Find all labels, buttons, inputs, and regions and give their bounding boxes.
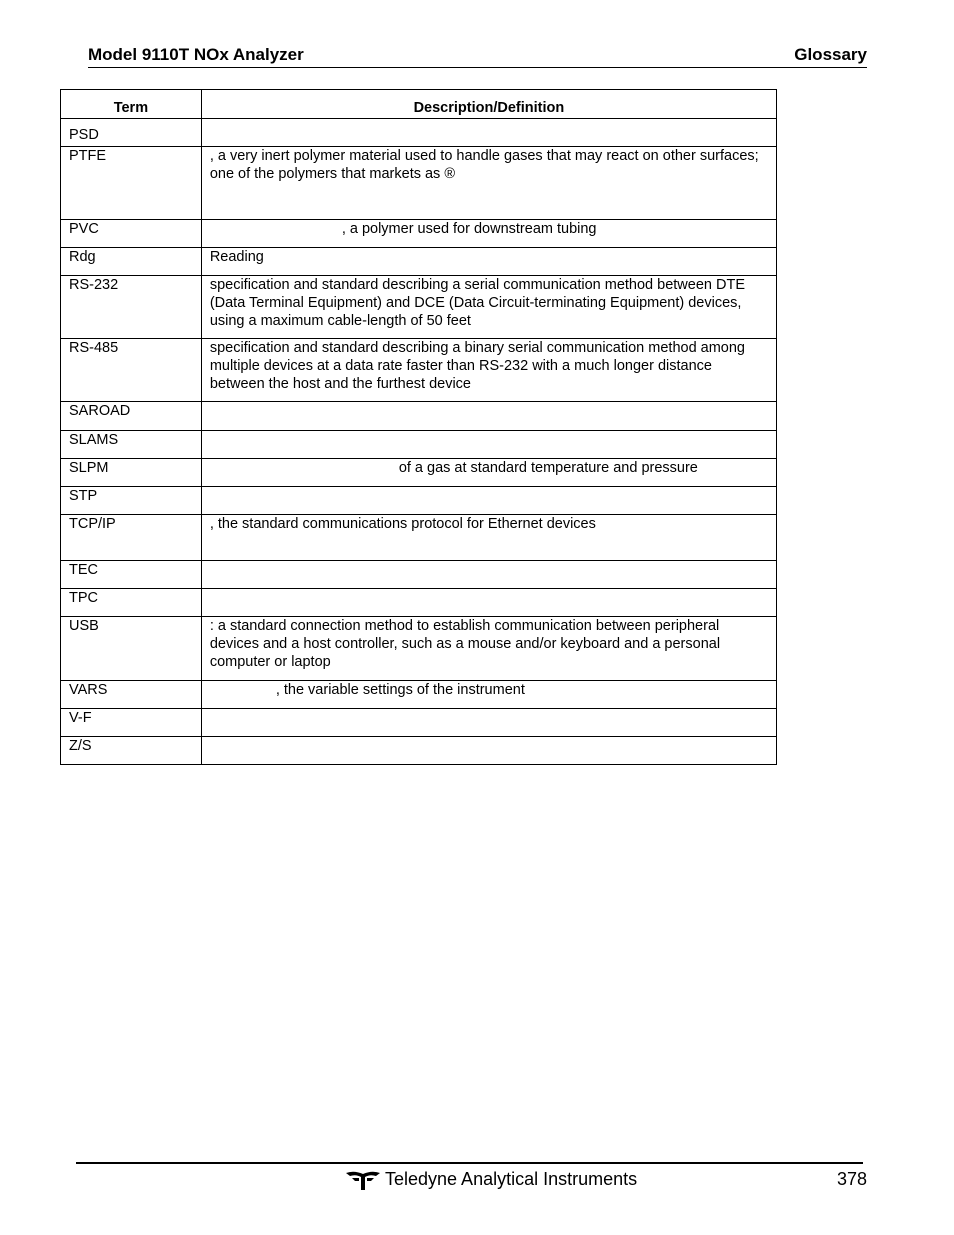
term-cell: V-F [61,709,202,737]
description-cell: , the variable settings of the instrument [201,681,776,709]
table-row [61,248,777,276]
table-row [61,431,777,459]
company-name: Teledyne Analytical Instruments [385,1169,638,1189]
description-cell: Reading [201,248,776,276]
table-row [61,147,777,220]
page-number: 378 [836,1169,867,1189]
table-row [61,561,777,589]
description-cell [201,402,776,431]
term-cell: STP [61,487,202,515]
description-cell [201,561,776,589]
term-cell: TPC [61,589,202,617]
document-title: Model 9110T NOx Analyzer [88,45,304,64]
term-cell: TCP/IP [61,515,202,561]
footer-divider [76,1162,863,1164]
term-cell: SLPM [61,459,202,487]
section-title: Glossary [794,45,867,64]
term-cell: VARS [61,681,202,709]
term-cell: PTFE [61,147,202,220]
description-cell: , a polymer used for downstream tubing [201,220,776,248]
table-row [61,339,777,402]
term-cell: SAROAD [61,402,202,431]
table-row [61,681,777,709]
page-header [88,44,867,68]
description-cell: , the standard communications protocol for Ethernet devices [201,515,776,561]
column-header-term: Term [61,90,202,119]
description-cell: specification and standard describing a serial communication method between DTE (Data Terminal Equipment) and DCE (Data Circuit-terminating Equipment) devices, using a maximum cable-length of 50 feet [201,276,776,339]
term-cell: RS-485 [61,339,202,402]
footer-brand [346,1169,637,1190]
description-cell [201,119,776,147]
description-cell [201,737,776,765]
table-row [61,402,777,431]
glossary-table [60,89,777,765]
description-cell [201,431,776,459]
table-row [61,487,777,515]
description-cell [201,589,776,617]
page-footer [76,1168,867,1194]
term-cell: USB [61,617,202,681]
term-cell: PSD [61,119,202,147]
table-row [61,737,777,765]
table-row [61,119,777,147]
table-row [61,709,777,737]
table-row [61,459,777,487]
table-row [61,617,777,681]
table-row [61,276,777,339]
table-row [61,220,777,248]
term-cell: Z/S [61,737,202,765]
description-cell [201,709,776,737]
term-cell: PVC [61,220,202,248]
description-cell [201,487,776,515]
column-header-description: Description/Definition [201,90,776,119]
table-header-row [61,90,777,119]
term-cell: SLAMS [61,431,202,459]
description-cell: specification and standard describing a binary serial communication method among multiple devices at a data rate faster than RS-232 with a much longer distance between the host and the furthest device [201,339,776,402]
term-cell: RS-232 [61,276,202,339]
table-row [61,515,777,561]
description-cell: of a gas at standard temperature and pressure [201,459,776,487]
teledyne-logo-icon [346,1170,380,1190]
description-cell: , a very inert polymer material used to handle gases that may react on other surfaces; one of the polymers that markets as ® [201,147,776,220]
term-cell: Rdg [61,248,202,276]
term-cell: TEC [61,561,202,589]
description-cell: : a standard connection method to establish communication between peripheral devices and a host controller, such as a mouse and/or keyboard and a personal computer or laptop [201,617,776,681]
table-row [61,589,777,617]
